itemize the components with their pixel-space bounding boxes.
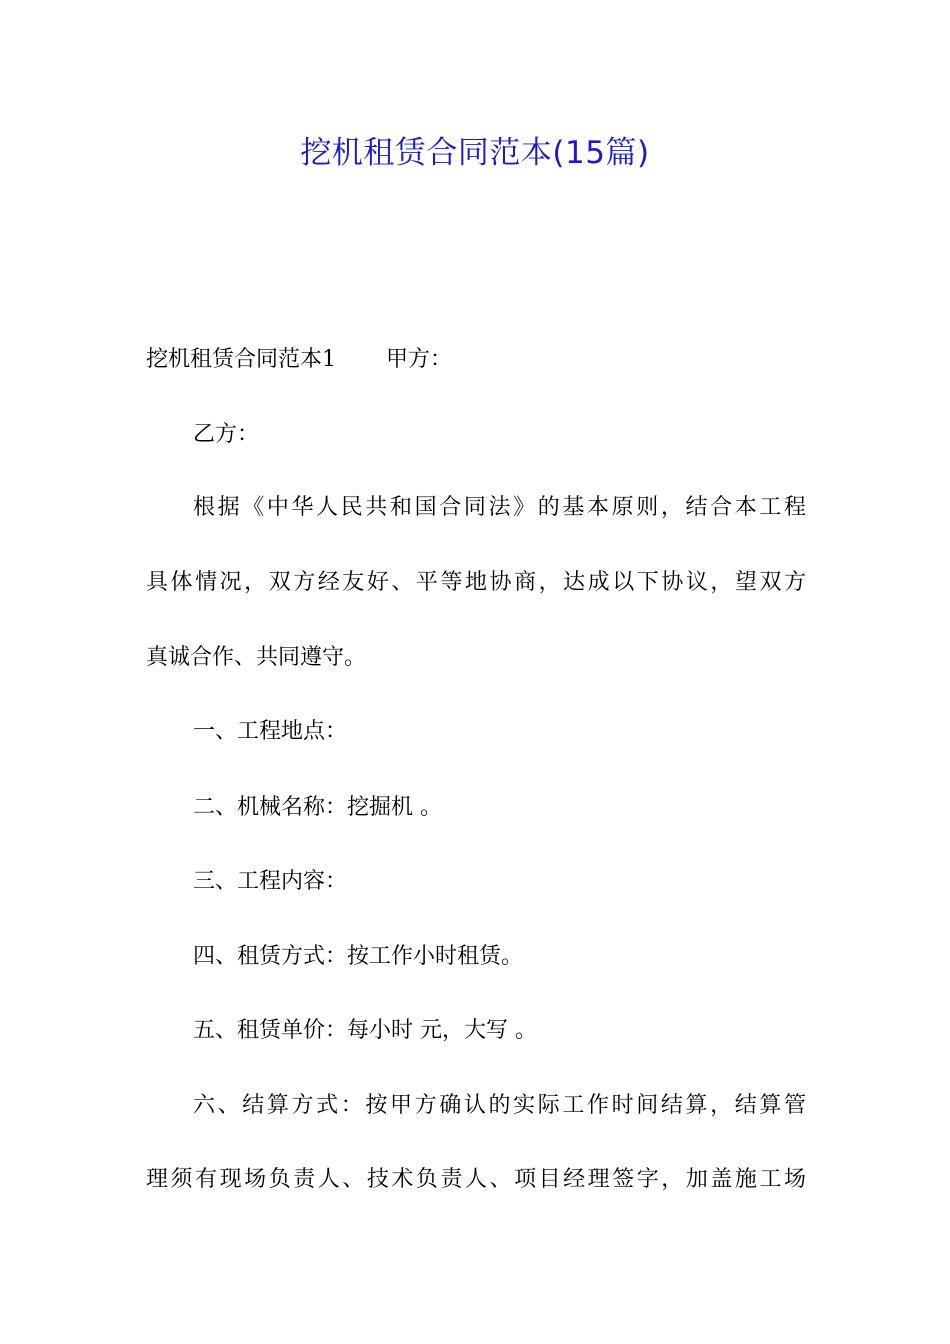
intro-line-1: 根据《中华人民共和国合同法》的基本原则，结合本工程 — [193, 495, 806, 520]
section-title: 挖机租赁合同范本1 — [146, 347, 336, 372]
clause-3: 三、工程内容： — [193, 869, 348, 894]
clause-2: 二、机械名称：挖掘机 。 — [193, 795, 442, 820]
heading-line — [146, 345, 452, 375]
clause-6-line-2: 理须有现场负责人、技术负责人、项目经理签字，加盖施工场 — [146, 1167, 806, 1192]
party-a-label: 甲方： — [386, 347, 453, 372]
intro-line-3: 真诚合作、共同遵守。 — [146, 645, 367, 670]
party-b-label: 乙方： — [193, 422, 260, 447]
document-title: 挖机租赁合同范本(15篇) — [300, 135, 650, 171]
clause-4: 四、租赁方式：按工作小时租赁。 — [193, 944, 524, 969]
clause-6-line-1: 六、结算方式：按甲方确认的实际工作时间结算，结算管 — [193, 1093, 806, 1118]
clause-1: 一、工程地点： — [193, 719, 348, 744]
document-body — [146, 0, 806, 1344]
clause-5: 五、租赁单价：每小时 元，大写 。 — [193, 1018, 537, 1043]
intro-line-2: 具体情况，双方经友好、平等地协商，达成以下协议，望双方 — [146, 570, 806, 595]
